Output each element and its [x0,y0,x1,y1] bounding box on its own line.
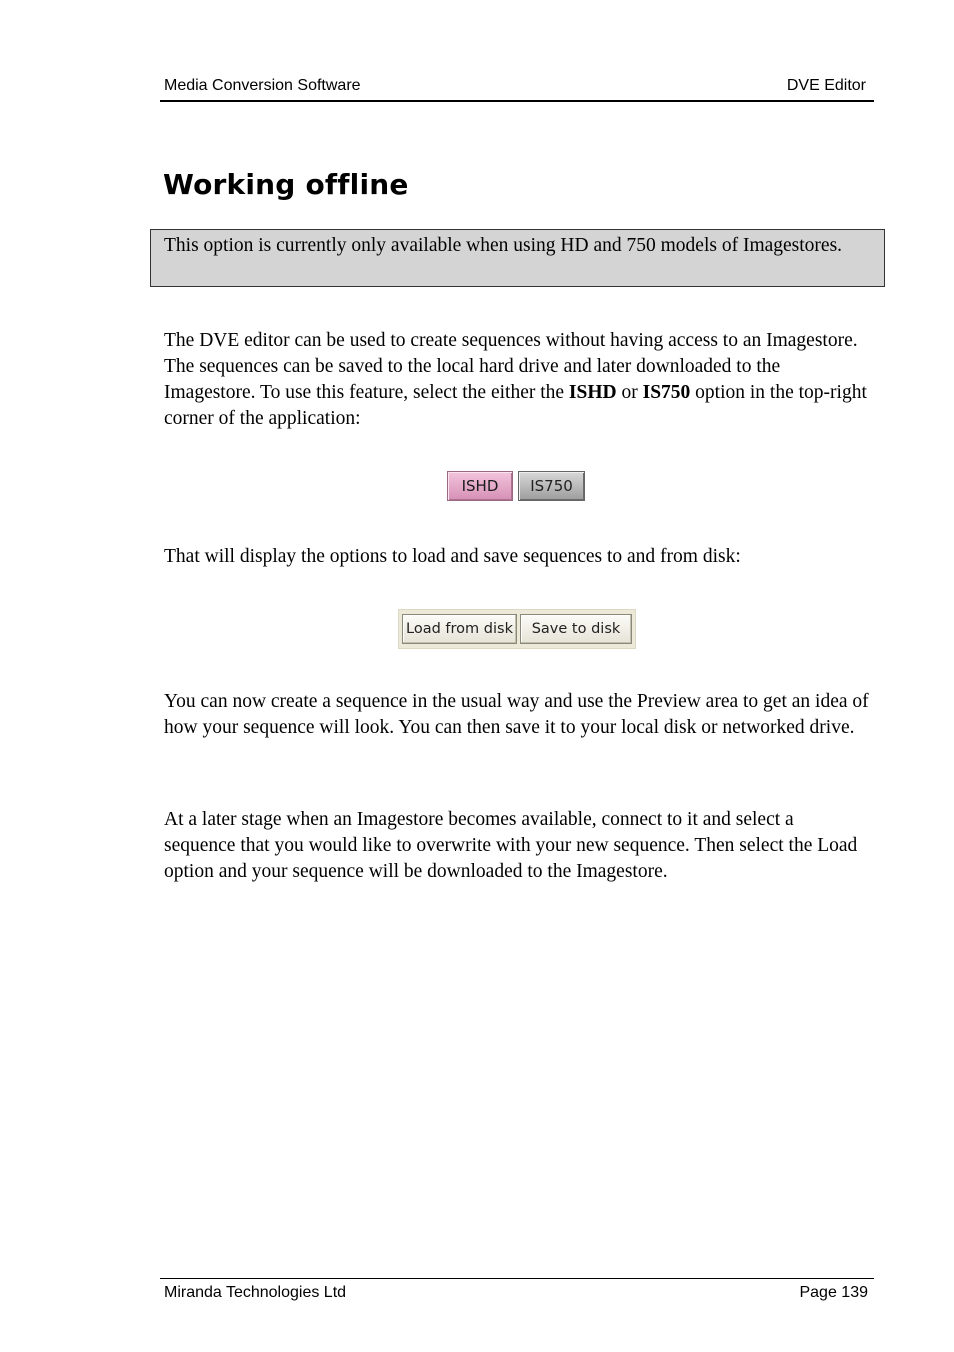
load-from-disk-button[interactable]: Load from disk [402,614,517,644]
page-header [160,76,874,102]
intro-bold-ishd: ISHD [568,382,617,403]
create-sequence-paragraph: You can now create a sequence in the usual way and use the Preview area to get an idea of how your sequence will look. You can then save it to your local disk or networked drive. [164,691,869,738]
mode-button-group [447,471,585,501]
header-section-name: DVE Editor [786,77,866,94]
footer-company: Miranda Technologies Ltd [164,1284,347,1301]
is750-button[interactable]: IS750 [518,471,585,501]
note-box: This option is currently only available when using HD and 750 models of Imagestores. [150,229,885,287]
disk-options-paragraph: That will display the options to load and save sequences to and from disk: [164,546,741,567]
intro-text-b: or [616,382,643,403]
header-product-name: Media Conversion Software [164,77,361,94]
later-stage-paragraph: At a later stage when an Imagestore becomes available, connect to it and select a sequence that you would like to overwrite with your new sequence. Then select the Load option and your sequence will be downloaded to the Imagestore. [164,809,858,882]
intro-paragraph [164,328,870,432]
intro-bold-is750: IS750 [642,382,691,403]
intro-text-c: option in the top-right corner of the application: [164,382,867,429]
page-footer [160,1278,874,1305]
page-title: Working offline [163,168,409,201]
save-to-disk-button[interactable]: Save to disk [520,614,632,644]
disk-button-group [398,609,636,649]
ishd-button[interactable]: ISHD [447,471,513,501]
footer-page-number: Page 139 [799,1284,868,1301]
intro-text-a: The DVE editor can be used to create sequences without having access to an Imagestore. The sequences can be saved to the local hard drive and later downloaded to the Imagestore. To use this feature, select the either the [164,330,858,403]
